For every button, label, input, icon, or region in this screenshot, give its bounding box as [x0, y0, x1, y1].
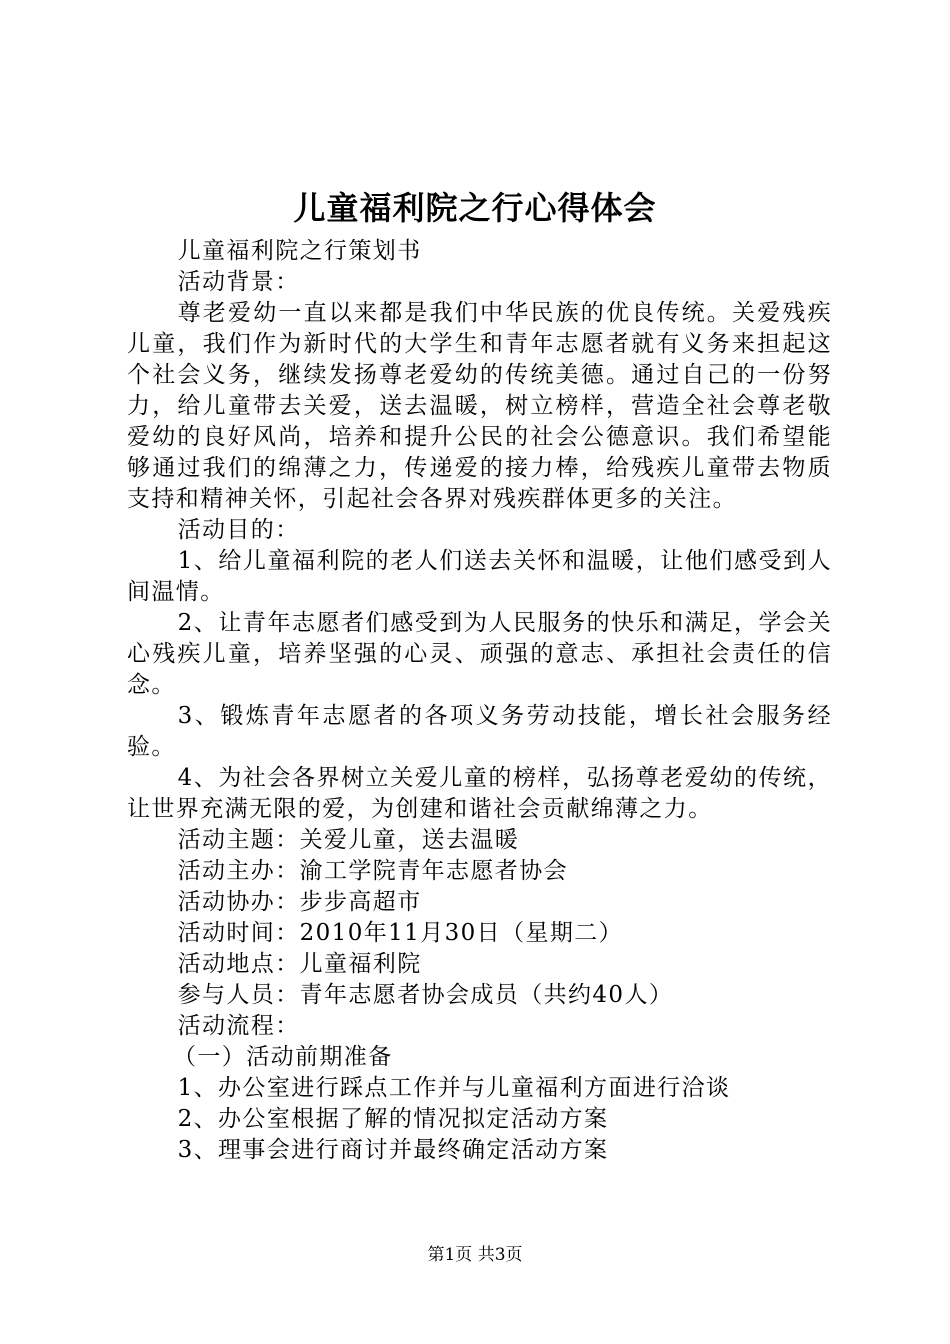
purpose-item-2: 2、让青年志愿者们感受到为人民服务的快乐和满足，学会关心残疾儿童，培养坚强的心灵、顽强的意志、承担社会责任的信念。: [127, 610, 832, 698]
background-paragraph: 尊老爱幼一直以来都是我们中华民族的优良传统。关爱残疾儿童，我们作为新时代的大学生和青年志愿者就有义务来担起这个社会义务，继续发扬尊老爱幼的传统美德。通过自己的一份努力，给儿童带去关爱，送去温暖，树立榜样，营造全社会尊老敬爱幼的良好风尚，培养和提升公民的社会公德意识。我们希望能够通过我们的绵薄之力，传递爱的接力棒，给残疾儿童带去物质支持和精神关怀，引起社会各界对残疾群体更多的关注。: [127, 300, 832, 512]
activity-co-organizer: 活动协办：步步高超市: [177, 889, 422, 915]
purpose-item-3: 3、锻炼青年志愿者的各项义务劳动技能，增长社会服务经验。: [127, 703, 832, 760]
activity-organizer: 活动主办：渝工学院青年志愿者协会: [177, 858, 568, 884]
activity-theme: 活动主题：关爱儿童，送去温暖: [177, 827, 520, 853]
section-label-purpose: 活动目的：: [177, 517, 300, 543]
section-label-background: 活动背景：: [177, 269, 300, 295]
purpose-item-1: 1、给儿童福利院的老人们送去关怀和温暖，让他们感受到人间温情。: [127, 548, 832, 605]
activity-participants: 参与人员：青年志愿者协会成员（共约40人）: [177, 982, 674, 1008]
process-step-1: 1、办公室进行踩点工作并与儿童福利方面进行洽谈: [177, 1075, 731, 1101]
process-step-3: 3、理事会进行商讨并最终确定活动方案: [177, 1137, 609, 1163]
process-phase-1: （一）活动前期准备: [173, 1044, 393, 1070]
document-body: [127, 236, 832, 1166]
activity-time: 活动时间：2010年11月30日（星期二）: [177, 920, 624, 946]
plan-heading: 儿童福利院之行策划书: [177, 238, 422, 264]
process-step-2: 2、办公室根据了解的情况拟定活动方案: [177, 1106, 609, 1132]
section-label-process: 活动流程：: [177, 1013, 300, 1039]
activity-location: 活动地点：儿童福利院: [177, 951, 422, 977]
document-title: 儿童福利院之行心得体会: [293, 189, 657, 227]
page-footer: 第1页 共3页: [427, 1245, 523, 1265]
purpose-item-4: 4、为社会各界树立关爱儿童的榜样，弘扬尊老爱幼的传统，让世界充满无限的爱，为创建和谐社会贡献绵薄之力。: [127, 765, 832, 822]
